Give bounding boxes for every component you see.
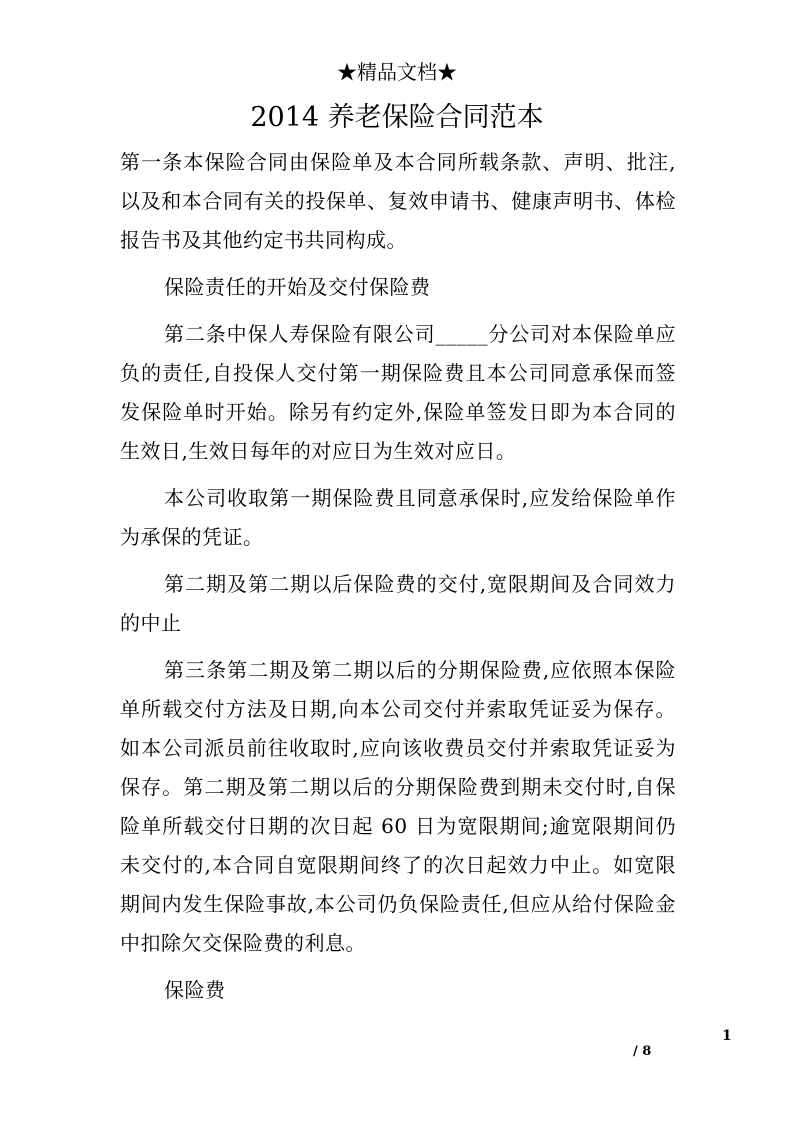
page-number: 1 bbox=[722, 1028, 732, 1044]
paragraph-article-1: 第一条本保险合同由保险单及本合同所载条款、声明、批注,以及和本合同有关的投保单、复效申请书、健康声明书、体检报告书及其他约定书共同构成。 bbox=[120, 150, 676, 252]
document-header: ★精品文档★ bbox=[337, 60, 457, 84]
document-title: 2014 养老保险合同范本 bbox=[250, 102, 544, 133]
paragraph-article-3: 第三条第二期及第二期以后的分期保险费,应依照本保险单所载交付方法及日期,向本公司交付并索取凭证妥为保存。如本公司派员前往收取时,应向该收费员交付并索取凭证妥为保存。第二期及第二期以后的分期保险费到期未交付时,自保险单所载交付日期的次日起 60 日为宽限期间;逾宽限期间仍未交付的,本合同自宽限期间终了的次日起效力中止。如宽限期间内发生保险事故,本公司仍负保险责任,但应从给付保险金中扣除欠交保险费的利息。 bbox=[120, 658, 676, 955]
paragraph-article-2: 第二条中保人寿保险有限公司_____分公司对本保险单应负的责任,自投保人交付第一期保险费且本公司同意承保而签发保险单时开始。除另有约定外,保险单签发日即为本合同的生效日,生效日每年的对应日为生效对应日。 bbox=[120, 322, 676, 463]
section-heading-coverage-start: 保险责任的开始及交付保险费 bbox=[164, 275, 431, 299]
section-heading-grace-period: 第二期及第二期以后保险费的交付,宽限期间及合同效力的中止 bbox=[120, 572, 676, 635]
document-body bbox=[120, 143, 676, 1018]
section-heading-premium: 保险费 bbox=[164, 978, 226, 1002]
page-total: / 8 bbox=[633, 1044, 652, 1059]
paragraph-first-premium: 本公司收取第一期保险费且同意承保时,应发给保险单作为承保的凭证。 bbox=[120, 486, 676, 549]
